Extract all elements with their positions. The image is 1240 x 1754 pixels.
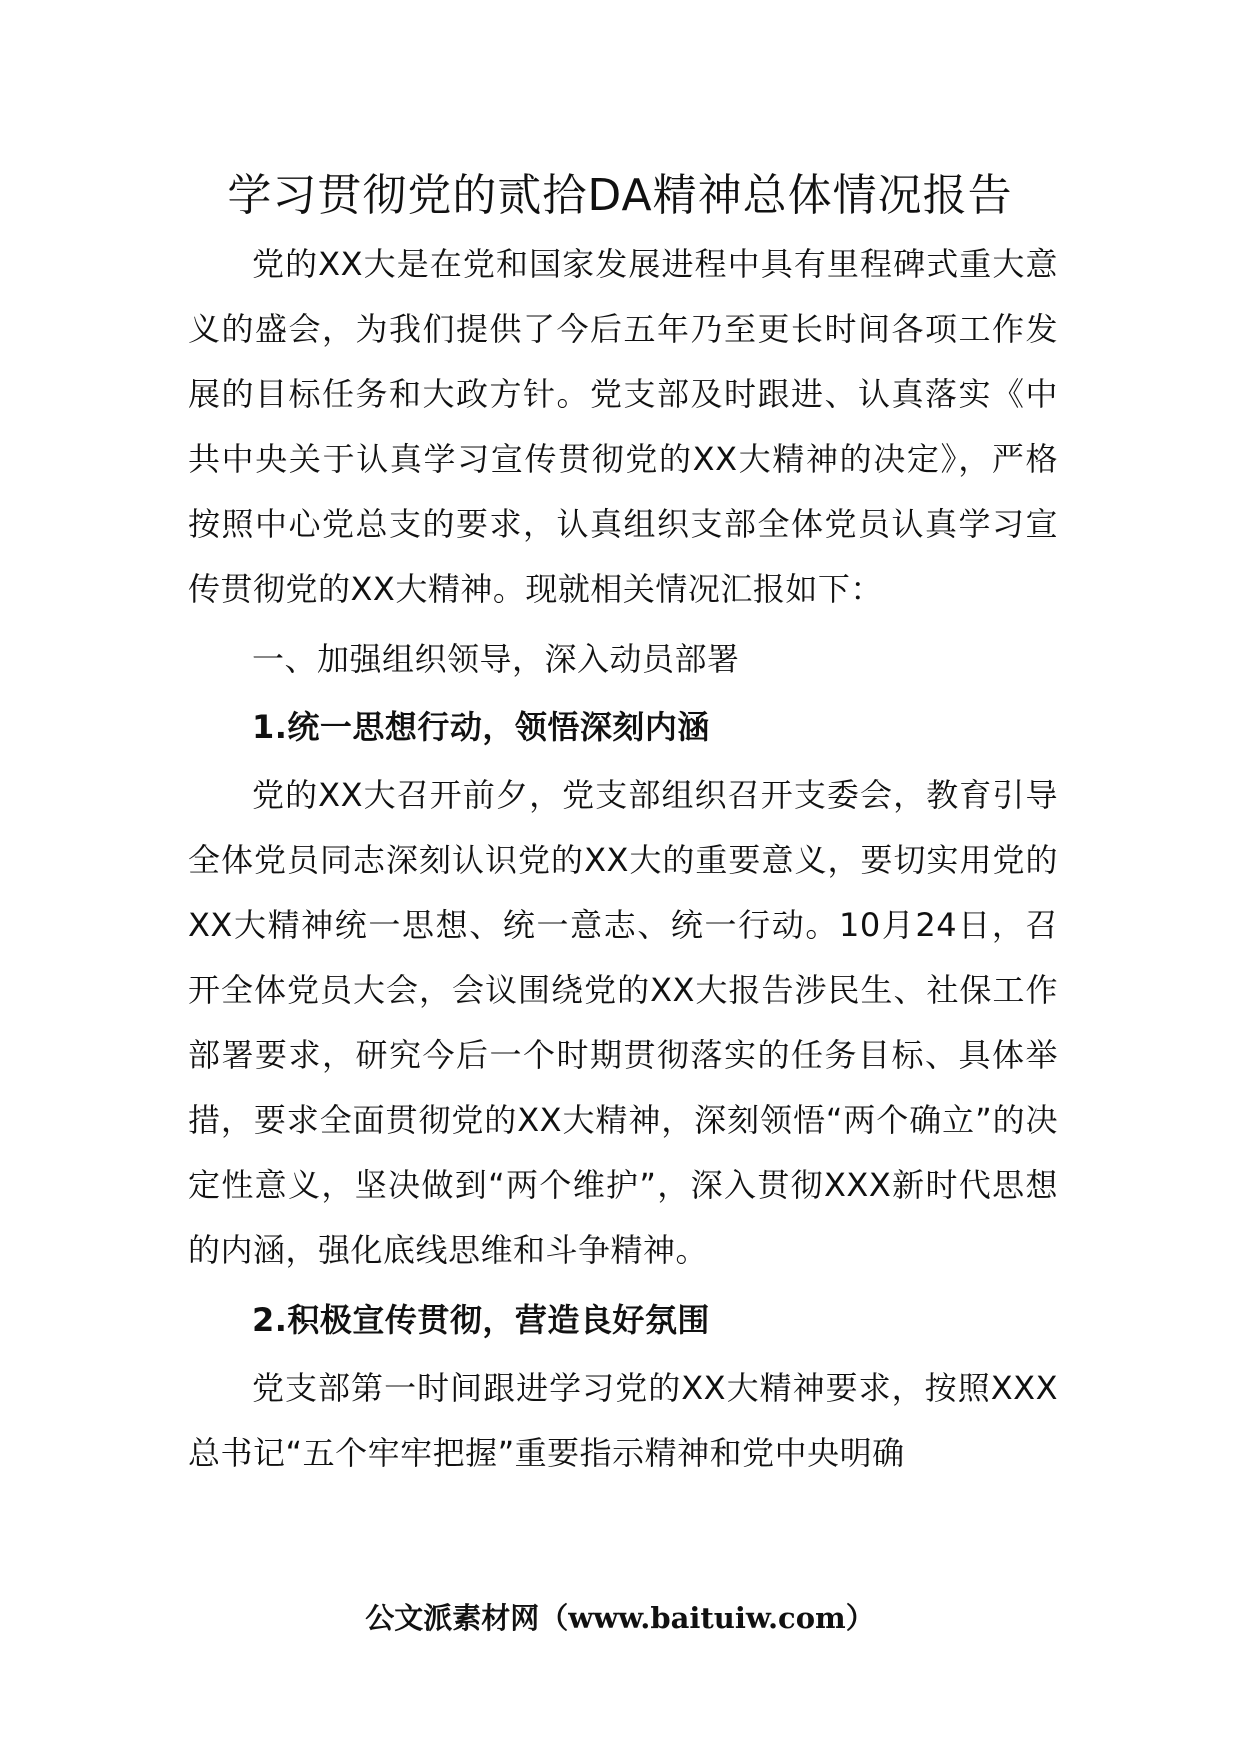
section-heading-1: 一、加强组织领导，深入动员部署 [252,640,740,678]
document-title: 学习贯彻党的贰拾DA精神总体情况报告 [227,170,1013,221]
subsection-paragraph-2: 党支部第一时间跟进学习党的XX大精神要求，按照XXX总书记“五个牢牢把握”重要指示精神和党中央明确 [188,1369,1058,1472]
subsection-heading-1: 1.统一思想行动，领悟深刻内涵 [252,708,710,746]
footer-watermark: 公文派素材网（www.baituiw.com） [365,1601,875,1635]
subsection-heading-2: 2.积极宣传贯彻，营造良好氛围 [252,1301,710,1339]
intro-paragraph: 党的XX大是在党和国家发展进程中具有里程碑式重大意义的盛会，为我们提供了今后五年乃至更长时间各项工作发展的目标任务和大政方针。党支部及时跟进、认真落实《中共中央关于认真学习宣传贯彻党的XX大精神的决定》，严格按照中心党总支的要求，认真组织支部全体党员认真学习宣传贯彻党的XX大精神。现就相关情况汇报如下： [188,245,1058,608]
document-body [188,232,1058,1486]
subsection-paragraph-1: 党的XX大召开前夕，党支部组织召开支委会，教育引导全体党员同志深刻认识党的XX大的重要意义，要切实用党的XX大精神统一思想、统一意志、统一行动。10月24日，召开全体党员大会，会议围绕党的XX大报告涉民生、社保工作部署要求，研究今后一个时期贯彻落实的任务目标、具体举措，要求全面贯彻党的XX大精神，深刻领悟“两个确立”的决定性意义，坚决做到“两个维护”，深入贯彻XXX新时代思想的内涵，强化底线思维和斗争精神。 [188,776,1058,1269]
